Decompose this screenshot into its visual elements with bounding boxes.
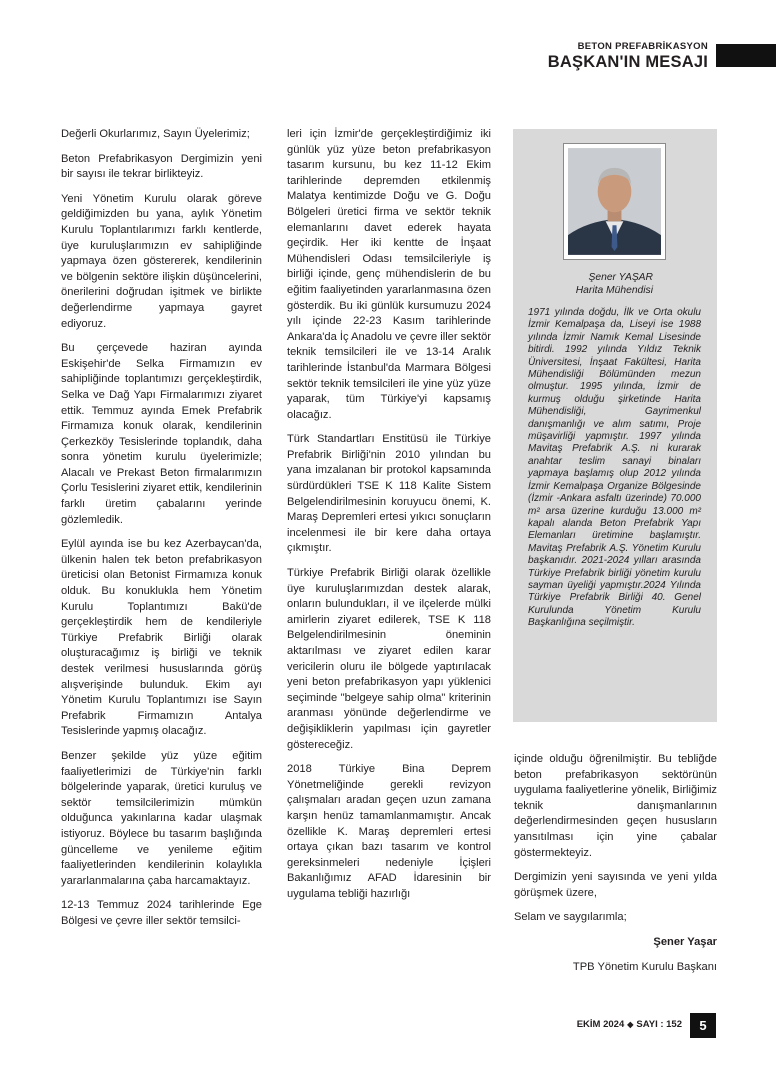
bio-author-name: Şener YAŞAR — [588, 272, 653, 283]
page-number: 5 — [690, 1013, 716, 1038]
paragraph: Selam ve saygılarımla; — [514, 911, 627, 924]
paragraph: Dergimizin yeni sayısında ve yeni yılda görüşmek üzere, — [514, 871, 717, 899]
article-column-3 — [514, 752, 717, 984]
author-photo — [563, 143, 666, 260]
bio-text: 1971 yılında doğdu, İlk ve Orta okulu İzmir Kemalpaşa da, Liseyi ise 1988 yılında İzmir Namık Kemal Lisesinde bitirdi. 1992 yılında Yıldız Teknik Üniversitesi, İnşaat Fakültesi, Harita Mühendisliği Bölümünden mezun olmuştur. 1995 yılında, İzmir de kurmuş olduğu şirketinde Harita Mühendisliği, Gayrimenkul danışmanlığı ve alım satımı, Proje müşavirliği yapmıştır. 1997 yılında Mavitaş Prefabrik A.Ş. ni kurarak anahtar teslim sanayi binaları yapmaya başlamış olup 2012 yılında İzmir Kemalpaşa Organize Bölgesinde (İzmir -Ankara asfaltı üzerinde) 70.000 m² arsa üzerine kurduğu 13.000 m² kapalı alanda Beton Prefabrik Yapı Elemanları üretimine başlamıştır. Mavitaş Prefabrik A.Ş. Yönetim Kurulu başkanıdır. 2021-2024 yılları arasında Türkiye Prefabrik birliği yönetim kurulu sayman üyeliği yapmıştır.2024 Yılında Türkiye Prefabrik Birliği 40. Genel Kurulunda Yönetim Kurulu Başkanlığına seçilmiştir. — [528, 307, 701, 629]
header-bar — [716, 44, 776, 67]
paragraph: Beton Prefabrikasyon Dergimizin yeni bir sayısı ile tekrar birlikteyiz. — [61, 152, 262, 181]
paragraph: Türk Standartları Enstitüsü ile Türkiye Prefabrik Birliği'nin 2010 yılından bu yana imzalanan bir protokol kapsamında sürdürdükleri TSE K 118 Kalite Sistem Belgelendirilmesinin koruyucu önemi, K. Maraş Depremleri ertesi yıkıcı sonuçların incelenmesi ile bir kere daha ortaya çıkmıştır. — [287, 433, 491, 555]
paragraph: 2018 Türkiye Bina Deprem Yönetmeliğinde gerekli revizyon çalışmaları aradan geçen uzun zamana karşın henüz tamamlanmamıştır. Ancak özellikle K. Maraş depremleri ertesi ortaya çıkan bazı tasarım ve kontrol gereksinmeleri nedeniyle İçişleri Bakanlığımız AFAD İdaresinin bir uygulama tebliği hazırlığı — [287, 763, 491, 900]
diamond-icon: ◆ — [627, 1020, 634, 1029]
portrait-image — [568, 148, 661, 255]
signature-name: Şener Yaşar — [653, 935, 717, 948]
paragraph: Türkiye Prefabrik Birliği olarak özellikle üye kuruluşlarımızdan destek alarak, onların bulundukları, il ve ilçelerde mülki amirlerin ziyaret edilerek, TSE K 118 Belgelendirilmesinin öneminin aktarılması ve ziyaret edilen karar vericilerin oluru ile bölgede yaptırılacak yeni beton prefabrikasyon yapı yüklenici seçiminde "belgeye sahip olma" kriterinin aranması yönünde değerlendirme ve değişikliklerin yapılması için gayretler göstereceğiz. — [287, 567, 491, 751]
article-column-2 — [287, 127, 491, 912]
paragraph: Bu çerçevede haziran ayında Eskişehir'de Selka Firmamızın ev sahipliğinde toplantımızı gerçekleştirdik, Selka ve Dağ Yapı Firmalarımızı ziyaret ettik. Temmuz ayında Emek Prefabrik Firmamıza konuk olarak, kendilerinin Çerkezköy Tesislerinde toplandık, daha sonra yönetim kurulu üyelerimizle; Alacalı ve Prekast Beton firmalarımızın Çorlu Tesislerini ziyaret ettik, kendilerinin farklı üretim çabalarını yerinde gözlemledik. — [61, 342, 262, 526]
paragraph: içinde olduğu öğrenilmiştir. Bu tebliğde beton prefabrikasyon sektörünün uygulama faaliyetlerine yönelik, Birliğimiz teknik danışmanlarının değerlendirmesinden geçen hususların yansıtılması için yine çabalar göstermekteyiz. — [514, 753, 717, 859]
page-title: BAŞKAN'IN MESAJI — [547, 53, 708, 71]
bio-author-role: Harita Mühendisi — [575, 284, 653, 296]
footer-issue — [577, 1019, 682, 1030]
paragraph: Değerli Okurlarımız, Sayın Üyelerimiz; — [61, 128, 250, 140]
paragraph: 12-13 Temmuz 2024 tarihlerinde Ege Bölgesi ve çevre iller sektör temsilci- — [61, 899, 262, 927]
paragraph: Benzer şekilde yüz yüze eğitim faaliyetlerimizi de Türkiye'nin farklı bölgelerinde yaparak, üretici kuruluş ve sektör temsilcilerimizin mümkün olduğunca yakınlarına kadar ulaşmak istiyoruz. Böylece bu tasarım başlığında güncelleme ve yenileme eğitim faaliyetlerinden kendilerinin kolaylıkla yararlanmalarına çaba harcamaktayız. — [61, 749, 262, 887]
signature-title: TPB Yönetim Kurulu Başkanı — [572, 960, 717, 973]
article-column-1 — [61, 127, 262, 939]
header-kicker: BETON PREFABRİKASYON — [577, 41, 708, 52]
paragraph: Yeni Yönetim Kurulu olarak göreve geldiğimizden bu yana, aylık Yönetim Kurulu Toplantılarımızı farklı kentlerde, üye kuruluşlarımızın ev sahipliğinde yapmaya özen göstererek, kendilerinin ve bölgenin sektöre ilişkin düşüncelerini, önerilerini doğrudan işitmek ve birlikte değerlendirme yapmaya gayret ediyoruz. — [61, 192, 262, 330]
issue-number: SAYI : 152 — [636, 1019, 682, 1030]
paragraph: Eylül ayında ise bu kez Azerbaycan'da, ülkenin halen tek beton prefabrikasyon üreticisi olan Betonist Firmamıza konuk olduk. Bu konukluklа hem Yönetim Kurulu Toplantımızı Bakü'de gerçekleştirdik hem de kendileriyle Türkiye Prefabrik Birliği olarak oluşturacağımız iş birliği ve teknik destek verilmesi hususlarında görüş alışverişinde bulunduk. Ekim ayı Yönetim Kurulu Toplantımızı ise Sayın Prefabrik Firmamızın Antalya Tesislerinde yapmış olacağız. — [61, 538, 262, 738]
issue-date: EKİM 2024 — [576, 1019, 625, 1030]
paragraph: leri için İzmir'de gerçekleştirdiğimiz iki günlük yüz yüze beton prefabrikasyon tasarım kursunu, bu kez 11-12 Ekim tarihlerinde depremden etkilenmiş Malatya kentimizde Doğu ve G. Doğu Bölgeleri üretici firma ve sektör teknik elemanlarını davet ederek hayata geçirdik. Her iki kentte de İnşaat Mühendisleri Odası temsilcileriyle iş birliği içinde, genç mühendislerin de bu eğitim faaliyetinden yararlanmasına özen gösterdik. Bu iki günlük kursumuzu 2024 yılı içinde 22-23 Kasım tarihlerinde Ankara'da İç Anadolu ve çevre iller sektör teknik temsilcileri ile ve 13-14 Aralık tarihlerinde İstanbul'da Marmara Bölgesi sektör teknik temsilcileri ile yine yüz yüze yaparak, tüm Türkiye'yi kapsamış olacağız. — [287, 128, 492, 421]
bio-author — [513, 272, 653, 297]
